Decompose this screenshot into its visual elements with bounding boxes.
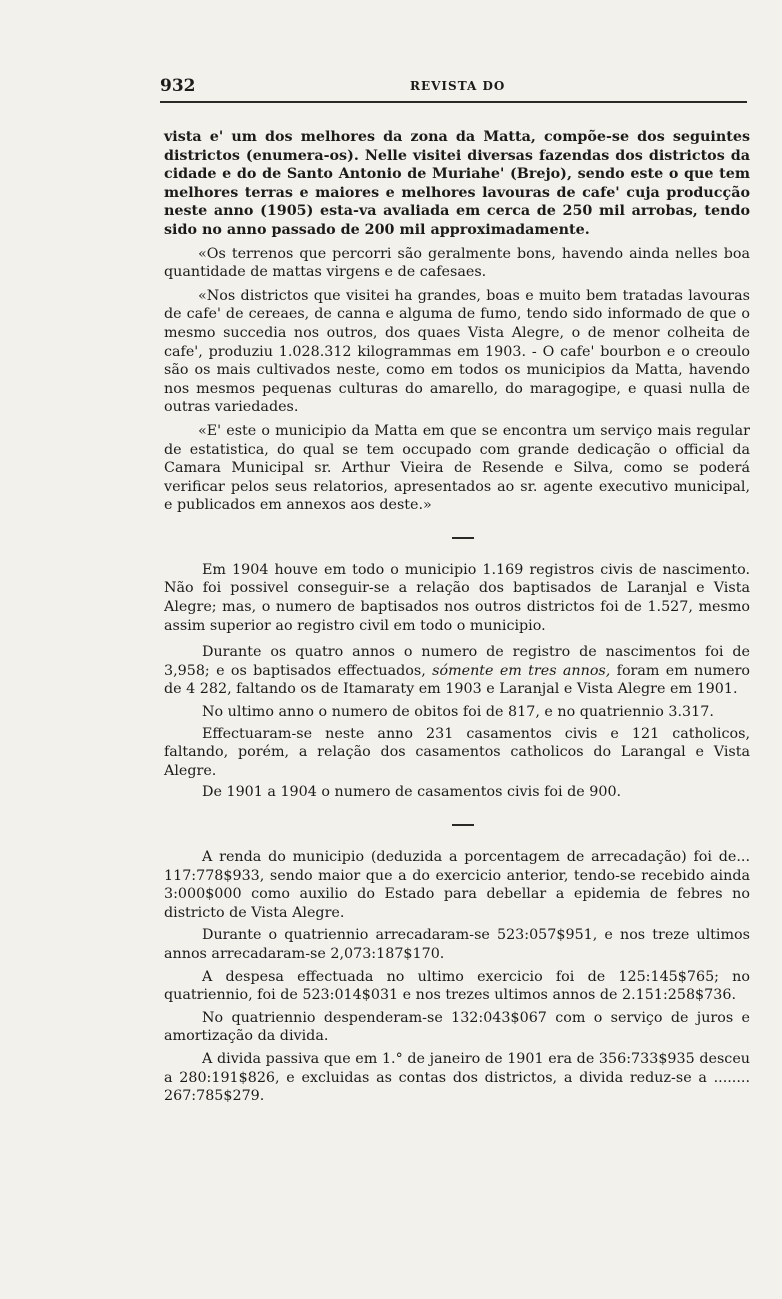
paragraph-arrecadacao: Durante o quatriennio arrecadaram-se 523:057$951, e nos treze ultimos annos arrecadaram-se 2,073:187$170. [164, 927, 750, 962]
paragraph-districtos: «Nos districtos que visitei ha grandes, boas e muito bem tratadas lavouras de cafe' de cereaes, de canna e alguma de fumo, tendo sido informado de que o mesmo succedia nos outros, dos quaes Vista Alegre, o de menor colheita de cafe', produziu 1.028.312 kilogrammas em 1903. - O cafe' bourbon e o creoulo são os mais cultivados neste, como em todos os municipios da Matta, havendo nos mesmos pequenas culturas do amarello, do maragogipe, e quasi nulla de outras variedades. [164, 287, 750, 416]
paragraph-estatistica: «E' este o municipio da Matta em que se encontra um serviço mais regular de estatistica, do qual se tem occupado com grande dedicação o official da Camara Municipal sr. Arthur Vieira de Resende e Silva, como se poderá verificar pelos seus relatorios, apresentados ao sr. agente executivo municipal, e publicados em annexos aos deste.» [164, 422, 750, 514]
page-body [164, 128, 750, 1106]
paragraph-terrenos: «Os terrenos que percorri são geralmente bons, havendo ainda nelles boa quantidade de mattas virgens e de cafesaes. [164, 245, 750, 281]
paragraph-registros: Em 1904 houve em todo o municipio 1.169 registros civis de nascimento. Não foi possivel conseguir-se a relação dos baptisados de Laranjal e Vista Alegre; mas, o numero de baptisados nos outros districtos foi de 1.527, mesmo assim superior ao registro civil em todo o municipio. [164, 561, 750, 634]
nascimentos-text-b: foram em numero de 4 282, faltando os de Itamaraty em 1903 e Laranjal e Vista Alegre em 1901. [164, 662, 751, 698]
paragraph-divida: A divida passiva que em 1.° de janeiro de 1901 era de 356:733$935 desceu a 280:191$826, e excluidas as contas dos districtos, a divida reduz-se a ........ 267:785$279. [164, 1050, 750, 1105]
nascimentos-text-a: Durante os quatro annos o numero de registro de nascimentos foi de 3,958; e os baptisados effectuados, [164, 644, 750, 679]
section-divider [452, 824, 474, 826]
page-number: 932 [160, 76, 196, 96]
paragraph-opening: vista e' um dos melhores da zona da Matta, compõe-se dos seguintes districtos (enumera-os). Nelle visitei diversas fazendas dos districtos da cidade e do de Santo Antonio de Muriahe' (Brejo), sendo este o que tem melhores terras e maiores e melhores lavouras de cafe' cuja producção neste anno (1905) esta-va avaliada em cerca de 250 mil arrobas, tendo sido no anno passado de 200 mil approximadamente. [164, 129, 750, 238]
header-rule [160, 101, 747, 103]
paragraph-juros: No quatriennio despenderam-se 132:043$067 com o serviço de juros e amortização da divida. [164, 1009, 750, 1045]
section-divider [452, 537, 474, 539]
running-title: REVISTA DO [410, 79, 506, 93]
paragraph-renda: A renda do municipio (deduzida a porcentagem de arrecadação) foi de... 117:778$933, sendo maior que a do exercicio anterior, tendo-se recebido ainda 3:000$000 como auxilio do Estado para debellar a epidemia de febres no districto de Vista Alegre. [164, 849, 750, 921]
paragraph-despesa: A despesa effectuada no ultimo exercicio foi de 125:145$765; no quatriennio, foi de 523:014$031 e nos trezes ultimos annos de 2.151:258$736. [164, 968, 750, 1004]
nascimentos-italic: sómente em tres annos, [432, 662, 611, 679]
paragraph-casamentos: Effectuaram-se neste anno 231 casamentos civis e 121 catholicos, faltando, porém, a relação dos casamentos catholicos do Larangal e Vista Alegre. [164, 725, 750, 779]
paragraph-nascimentos [164, 643, 750, 699]
paragraph-obitos: No ultimo anno o numero de obitos foi de 817, e no quatriennio 3.317. [202, 704, 714, 721]
paragraph-casamentos-civis: De 1901 a 1904 o numero de casamentos civis foi de 900. [202, 784, 622, 801]
